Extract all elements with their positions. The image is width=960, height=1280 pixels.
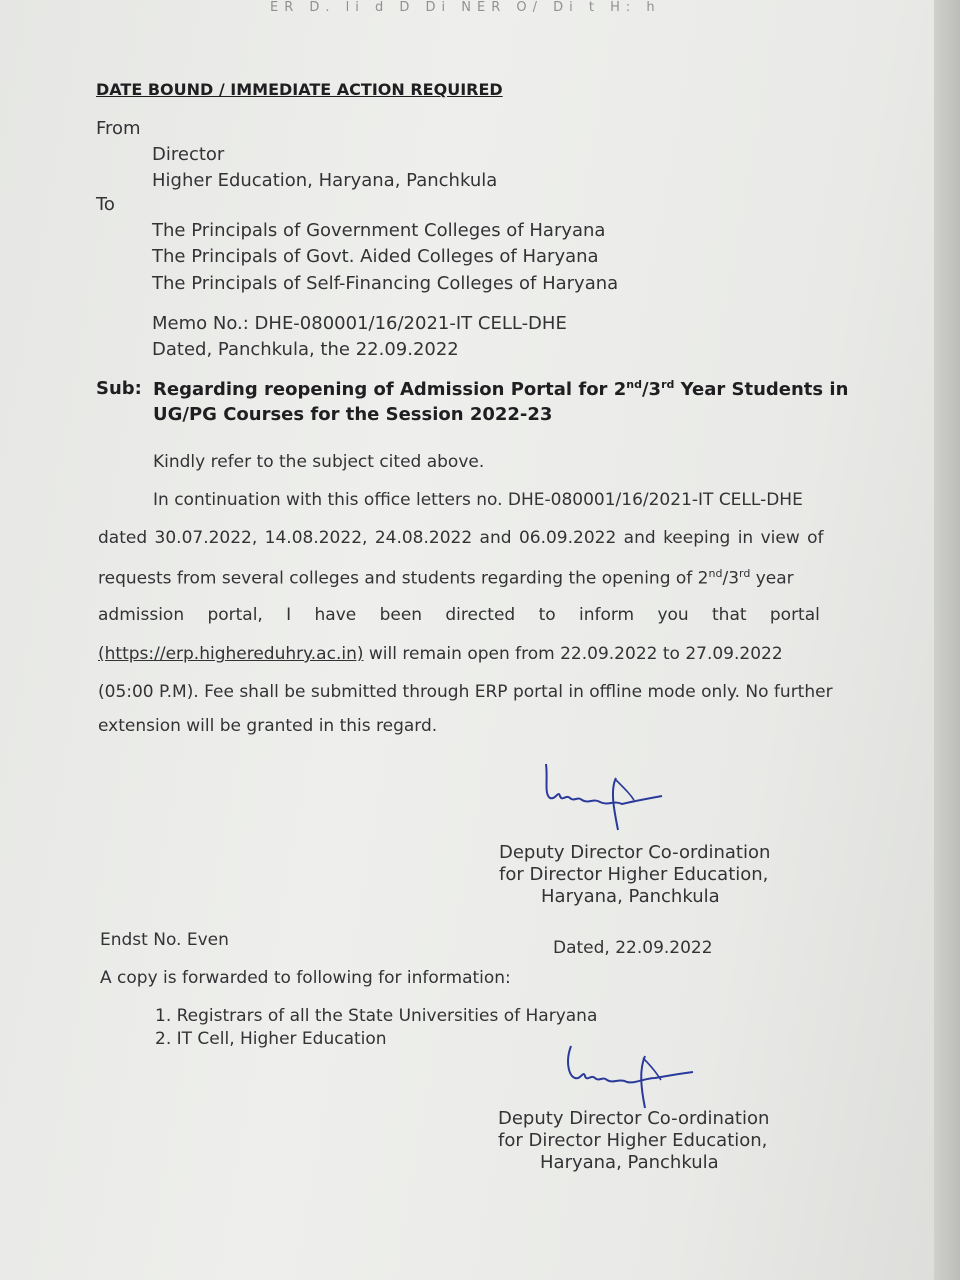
copy-intro: A copy is forwarded to following for information: <box>100 968 511 988</box>
from-label: From <box>96 118 141 139</box>
endorsement-number: Endst No. Even <box>100 930 229 950</box>
sig1-for: for Director Higher Education, <box>499 864 769 885</box>
signature-block-2 <box>498 1108 769 1173</box>
copy-item-2: 2. IT Cell, Higher Education <box>155 1029 387 1049</box>
sig1-place: Haryana, Panchkula <box>541 886 720 907</box>
endorsement-date: Dated, 22.09.2022 <box>553 938 713 958</box>
sig2-place: Haryana, Panchkula <box>540 1152 719 1173</box>
subject-label: Sub: <box>96 378 142 399</box>
bleed-through-text: ER D. li d D Di NER O/ Di t H: h <box>270 0 661 15</box>
subject-line-2: UG/PG Courses for the Session 2022-23 <box>153 404 553 425</box>
body-line-4: admission portal, I have been directed to inform you that portal <box>98 605 820 625</box>
to-line-1: The Principals of Government Colleges of Haryana <box>152 220 606 241</box>
body-line-6: (05:00 P.M). Fee shall be submitted through ERP portal in offline mode only. No further <box>98 682 833 702</box>
page-edge-shadow <box>934 0 960 1280</box>
signature-block-1 <box>499 842 770 907</box>
body-line-5: (https://erp.highereduhry.ac.in) will remain open from 22.09.2022 to 27.09.2022 <box>98 644 783 664</box>
to-line-3: The Principals of Self-Financing Colleges of Haryana <box>152 273 619 294</box>
sig2-for: for Director Higher Education, <box>498 1130 768 1151</box>
sig2-title: Deputy Director Co-ordination <box>498 1108 770 1129</box>
from-line-1: Director <box>152 144 225 165</box>
copy-item-1: 1. Registrars of all the State Universities of Haryana <box>155 1006 598 1026</box>
signature-1-image <box>530 760 680 840</box>
body-line-7: extension will be granted in this regard. <box>98 716 438 736</box>
memo-number: Memo No.: DHE-080001/16/2021-IT CELL-DHE <box>152 313 567 334</box>
to-label: To <box>96 194 115 215</box>
erp-portal-link[interactable]: (https://erp.highereduhry.ac.in) <box>98 644 364 664</box>
sig1-title: Deputy Director Co-ordination <box>499 842 771 863</box>
to-line-2: The Principals of Govt. Aided Colleges of Haryana <box>152 246 599 267</box>
body-intro: Kindly refer to the subject cited above. <box>153 452 485 472</box>
urgency-heading: DATE BOUND / IMMEDIATE ACTION REQUIRED <box>96 80 503 99</box>
from-line-2: Higher Education, Haryana, Panchkula <box>152 170 498 191</box>
body-line-2: dated 30.07.2022, 14.08.2022, 24.08.2022 and 06.09.2022 and keeping in view of <box>98 528 824 548</box>
body-line-3: requests from several colleges and students regarding the opening of 2nd/3rd year <box>98 567 794 589</box>
body-line-1: In continuation with this office letters no. DHE-080001/16/2021-IT CELL-DHE <box>153 490 803 510</box>
subject-line-1: Regarding reopening of Admission Portal for 2nd/3rd Year Students in <box>153 378 849 400</box>
memo-date: Dated, Panchkula, the 22.09.2022 <box>152 339 459 360</box>
